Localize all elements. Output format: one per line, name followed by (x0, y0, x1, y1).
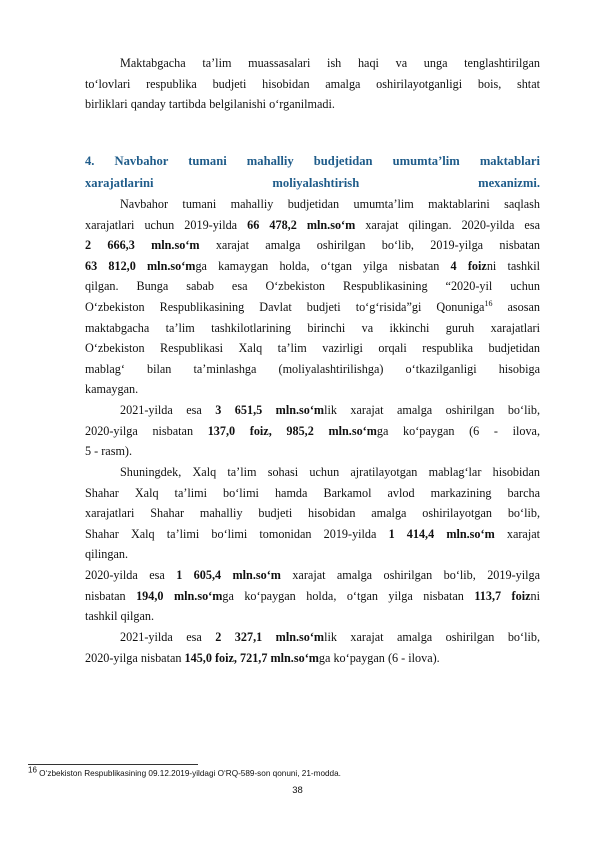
paragraph-school-expenses (85, 194, 540, 400)
city-amount-2020: 1 605,4 mln.so‘m (176, 567, 281, 582)
text-line: 2021-yilda esa 2 327,1 mln.so‘mlik xarajat amalga oshirilgan bo‘lib, (120, 630, 540, 644)
text-line: 2021-yilda esa 3 651,5 mln.so‘mlik xarajat amalga oshirilgan bo‘lib, (120, 403, 540, 417)
text-line: 63 812,0 mln.so‘mga kamaygan holda, o‘tgan yilga nisbatan 4 foizni tashkil (85, 258, 540, 273)
footnote-ref[interactable]: 16 (484, 298, 493, 308)
text-line: 2 666,3 mln.so‘m xarajat amalga oshirilgan bo‘lib, 2019-yilga nisbatan (85, 238, 540, 253)
section-title-line-2: xarajatlarini moliyalashtirish mexanizmi. (85, 176, 540, 190)
footnote-number: 16 (28, 765, 37, 775)
text-line: qilingan. (85, 547, 128, 562)
footnote-text: O‘zbekiston Respublikasining 09.12.2019-yildagi O‘RQ-589-son qonuni, 21-modda. (36, 769, 341, 778)
amount-2019: 66 478,2 mln.so‘m (247, 217, 356, 232)
city-amount-2019: 1 414,4 mln.so‘m (388, 526, 495, 541)
city-amount-2021: 2 327,1 mln.so‘m (215, 630, 325, 644)
text-line: nisbatan 194,0 mln.so‘mga ko‘paygan holda, o‘tgan yilga nisbatan 113,7 foizni (85, 588, 540, 603)
amount-2021: 3 651,5 mln.so‘m (215, 403, 325, 417)
amount-decrease: 63 812,0 mln.so‘m (85, 258, 196, 273)
footnote-divider (28, 764, 198, 765)
text-line: xarajatlari uchun 2019-yilda 66 478,2 mln.so‘m xarajat qilingan. 2020-yilda esa (85, 217, 540, 232)
text-line: Navbahor tumani mahalliy budjetidan umumta’lim maktablarini saqlash (120, 197, 540, 211)
footnote (28, 765, 548, 779)
text-line: birliklari qanday tartibda belgilanishi o‘rganilmadi. (85, 97, 335, 112)
growth-2021: 137,0 foiz, 985,2 mln.so‘m (207, 423, 377, 438)
paragraph-2021-city (85, 627, 540, 668)
text-line: xarajatlari Shahar mahalliy budjeti hisobidan amalga oshirilayotgan bo‘lib, (85, 506, 540, 521)
text-line: maktabgacha ta’lim tashkilotlarining birinchi va ikkinchi guruh xarajatlari (85, 320, 540, 335)
city-growth-2021: 145,0 foiz, 721,7 mln.so‘m (184, 650, 319, 665)
text-line: qilgan. Bunga sabab esa O‘zbekiston Respublikasining “2020-yil uchun (85, 279, 540, 294)
text-line: 2020-yilda esa 1 605,4 mln.so‘m xarajat amalga oshirilgan bo‘lib, 2019-yilga (85, 567, 541, 582)
text-line: 5 - rasm). (85, 444, 133, 459)
text-line: O‘zbekiston Respublikasining Davlat budjeti to‘g‘risida”gi Qonuniga$^{16}$ asosan (85, 298, 540, 314)
text-line: tashkil qilgan. (85, 609, 155, 624)
section-title-line-1: 4. Navbahor tumani mahalliy budjetidan umumta’lim maktablari (85, 154, 540, 168)
text-line: 2020-yilga nisbatan 145,0 foiz, 721,7 mln.so‘mga ko‘paygan (6 - ilova). (85, 650, 440, 665)
text-line: kamaygan. (85, 382, 139, 397)
city-increase: 194,0 mln.so‘m (136, 588, 223, 603)
page-number: 38 (292, 785, 303, 796)
text-line: to‘lovlari respublika budjeti hisobidan amalga oshirilayotganligi bois, shtat (85, 76, 540, 91)
city-percent: 113,7 foiz (474, 588, 531, 603)
text-line: Shuningdek, Xalq ta’lim sohasi uchun ajratilayotgan mablag‘lar hisobidan (120, 465, 540, 479)
amount-2020: 2 666,3 mln.so‘m (85, 238, 200, 253)
text-line: Shahar Xalq ta’limi bo‘limi hamda Barkamol avlod markazining barcha (85, 485, 540, 500)
percent-2020: 4 foiz (450, 258, 487, 273)
text-line: Maktabgacha ta’lim muassasalari ish haqi va unga tenglashtirilgan (120, 56, 540, 70)
text-line: Shahar Xalq ta’limi bo‘limi tomonidan 2019-yilda 1 414,4 mln.so‘m xarajat (85, 526, 541, 541)
text-line: 2020-yilga nisbatan 137,0 foiz, 985,2 mln.so‘mga ko‘paygan (6 - ilova, (85, 423, 541, 438)
paragraph-2021-schools (85, 400, 540, 462)
text-line: mablag‘ bilan ta’minlashga (moliyalashtirilishga) o‘tkazilganligi hisobiga (85, 361, 540, 376)
paragraph-intro (85, 53, 540, 115)
paragraph-city-education (85, 462, 540, 627)
text-line: O‘zbekiston Respublikasi Xalq ta’lim vazirligi orqali respublika budjetidan (85, 341, 540, 356)
